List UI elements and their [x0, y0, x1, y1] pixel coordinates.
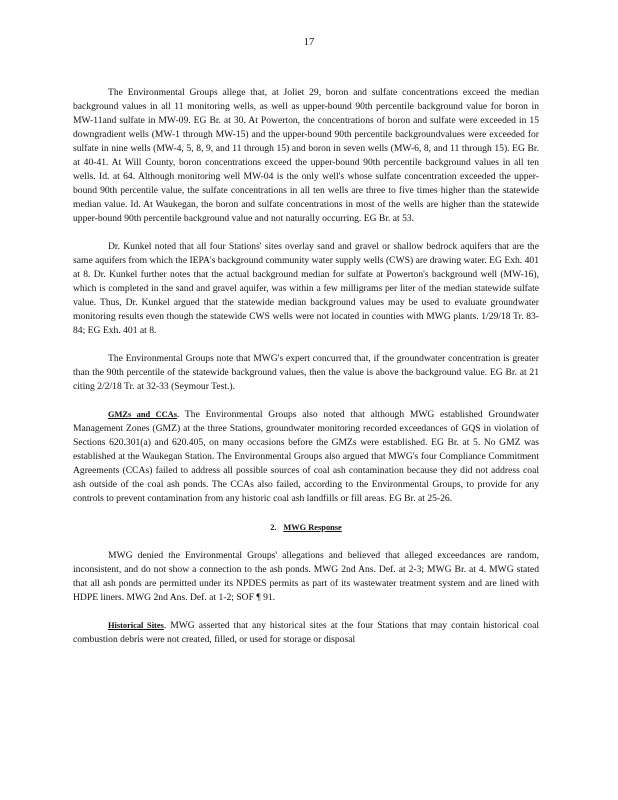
page-number: 17 — [303, 37, 315, 48]
section-number: 2. — [270, 523, 277, 532]
paragraph-gmz-cca — [73, 408, 539, 506]
section-title: MWG Response — [283, 523, 342, 532]
paragraph-kunkel: Dr. Kunkel noted that all four Stations' sites overlay sand and gravel or shallow bedrock aquifers that are the same aquifers from which the IEPA's background community water supply wells (CWS) are drawing water. EG Exh. 401 at 8. Dr. Kunkel further notes that the actual background median for sulfate at Powerton's background well (MW-16), which is completed in the sand and gravel aquifer, was within a few milligrams per liter of the median statewide sulfate value. Thus, Dr. Kunkel argued that the statewide median background values may be used to evaluate groundwater monitoring results even though the statewide CWS wells were not located in counties with MWG plants. 1/29/18 Tr. 83-84; EG Exh. 401 at 8. — [73, 241, 539, 336]
gmz-cca-text: . The Environmental Groups also noted that although MWG established Groundwater Management Zones (GMZ) at the three Stations, groundwater monitoring recorded exceedances of GQS in violation of Sections 620.301(a) and 620.405, on many occasions before the GMZs were established. EG Br. at 5. No GMZ was established at the Waukegan Station. The Environmental Groups also argued that MWG's four Compliance Commitment Agreements (CCAs) failed to address all possible sources of coal ash contamination because they did not address coal ash outside of the coal ash ponds. The CCAs also failed, according to the Environmental Groups, to provide for any controls to prevent contamination from any historic coal ash landfills or fill areas. EG Br. at 25-26. — [73, 409, 540, 504]
historical-sites-heading: Historical Sites — [108, 621, 164, 630]
paragraph-historical-sites — [73, 619, 539, 647]
gmz-cca-heading: GMZs and CCAs — [108, 410, 177, 419]
paragraph-mwg-expert: The Environmental Groups note that MWG's expert concurred that, if the groundwater concentration is greater than the 90th percentile of the statewide background values, then the value is above the background value. EG Br. at 21 citing 2/2/18 Tr. at 32-33 (Seymour Test.). — [73, 353, 539, 392]
document-body — [73, 86, 539, 661]
section-heading — [73, 520, 539, 535]
paragraph-exceedances: The Environmental Groups allege that, at Joliet 29, boron and sulfate concentrations exceed the median background values in all 11 monitoring wells, as well as upper-bound 90th percentile background value for boron in MW-11and sulfate in MW-09. EG Br. at 30. At Powerton, the concentrations of boron and sulfate were exceeded in 15 downgradient wells (MW-1 through MW-15) and the upper-bound 90th percentile backgroundvalues were exceeded for sulfate in nine wells (MW-4, 5, 8, 9, and 11 through 15) and boron in seven wells (MW-6, 8, and 11 through 15). EG Br. at 40-41. At Will County, boron concentrations exceed the upper-bound 90th percentile background values in all ten wells. Id. at 64. Although monitoring well MW-04 is the only well's whose sulfate concentration exceeded the upper-bound 90th percentile value, the sulfate concentrations in all ten wells are three to five times higher than the statewide median value. Id. At Waukegan, the boron and sulfate concentrations in most of the wells are higher than the statewide upper-bound 90th percentile background value and not naturally occurring. EG Br. at 53. — [73, 87, 539, 224]
paragraph-mwg-response: MWG denied the Environmental Groups' allegations and believed that alleged exceedances are random, inconsistent, and do not show a connection to the ash ponds. MWG 2nd Ans. Def. at 2-3; MWG Br. at 4. MWG stated that all ash ponds are permitted under its NPDES permits as part of its wastewater treatment system and are lined with HDPE liners. MWG 2nd Ans. Def. at 1-2; SOF ¶ 91. — [73, 550, 539, 603]
historical-sites-text: . MWG asserted that any historical sites at the four Stations that may contain historical coal combustion debris were not created, filled, or used for storage or disposal — [73, 620, 539, 645]
